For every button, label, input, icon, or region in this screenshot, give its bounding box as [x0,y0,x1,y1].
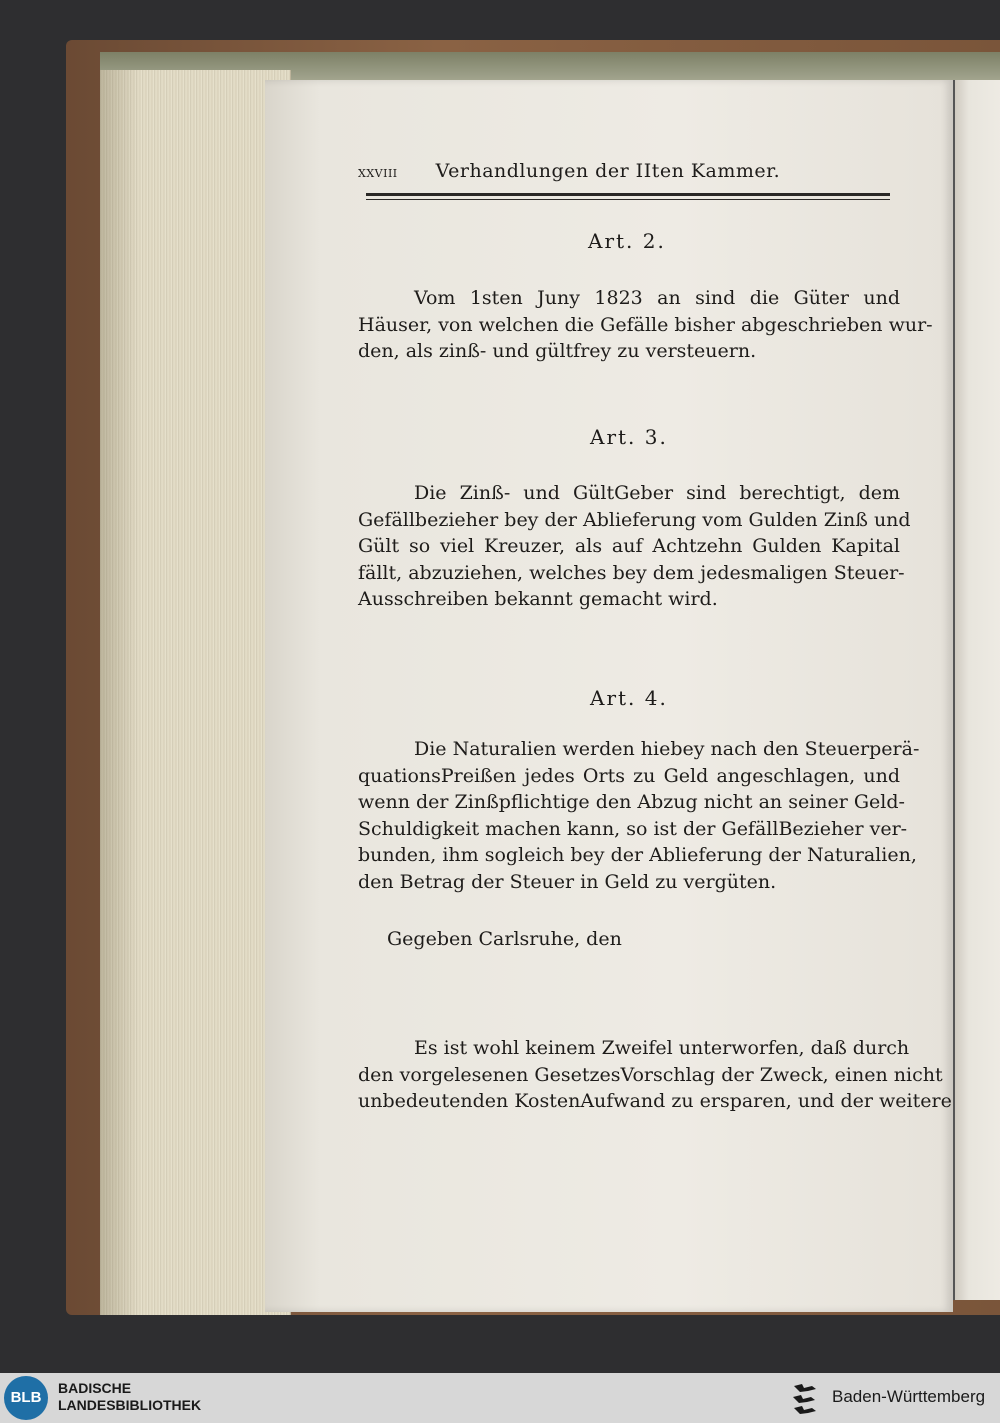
text-line: Häuser, von welchen die Gefälle bisher abgeschrieben wur- [358,313,933,336]
text-line: den, als zinß- und gültfrey zu versteuern. [358,340,757,362]
state-name: Baden-Württemberg [832,1387,986,1406]
text-line: bunden, ihm sogleich bey der Ablieferung der Naturalien, [358,844,917,866]
text-line: Vom 1sten Juny 1823 an sind die Güter und [414,287,900,309]
header-rule-thin [366,199,890,200]
given-line: Gegeben Carlsruhe, den [387,928,622,950]
header-rule [366,193,890,196]
baden-wuerttemberg-lions-icon [790,1380,820,1416]
page-number: xxviii [358,163,398,181]
library-name-line2: LANDESBIBLIOTHEK [58,1397,202,1413]
article-2-heading: Art. 2. [588,229,666,253]
library-name-line1: BADISCHE [58,1380,132,1396]
text-line: Die Zinß- und GültGeber sind berechtigt, dem [414,482,900,504]
text-line: Ausschreiben bekannt gemacht wird. [358,588,718,610]
text-line: Es ist wohl keinem Zweifel unterworfen, daß durch [414,1037,910,1059]
article-4-heading: Art. 4. [590,686,668,710]
article-2-text [358,285,933,365]
page-stack-edge [100,70,291,1315]
library-name [58,1380,201,1414]
text-line: Die Naturalien werden hiebey nach den Steuerperä- [414,738,920,760]
text-line: Schuldigkeit machen kann, so ist der GefällBezieher ver- [358,817,908,840]
article-3-text [358,480,911,613]
text-line: fällt, abzuziehen, welches bey dem jedesmaligen Steuer- [358,561,905,584]
text-line: den Betrag der Steuer in Geld zu vergüten. [358,870,777,893]
text-line: Gült so viel Kreuzer, als auf Achtzehn Gulden Kapital [358,535,900,557]
article-3-heading: Art. 3. [590,425,668,449]
text-line: quationsPreißen jedes Orts zu Geld angeschlagen, und [358,764,900,787]
text-line: den vorgelesenen GesetzesVorschlag der Zweck, einen nicht [358,1063,943,1086]
article-4-text [358,736,920,895]
text-line: Gefällbezieher bey der Ablieferung vom Gulden Zinß und [358,508,911,531]
running-head-title: Verhandlungen der IIten Kammer. [435,160,781,182]
blb-logo: BLB [4,1376,48,1420]
facing-page-edge [953,80,1000,1300]
text-line: wenn der Zinßpflichtige den Abzug nicht an seiner Geld- [358,791,905,813]
closing-paragraph [358,1035,952,1115]
footer-bar [0,1373,1000,1423]
running-head [358,160,780,182]
text-line: unbedeutenden KostenAufwand zu ersparen, und der weitere [358,1090,952,1112]
